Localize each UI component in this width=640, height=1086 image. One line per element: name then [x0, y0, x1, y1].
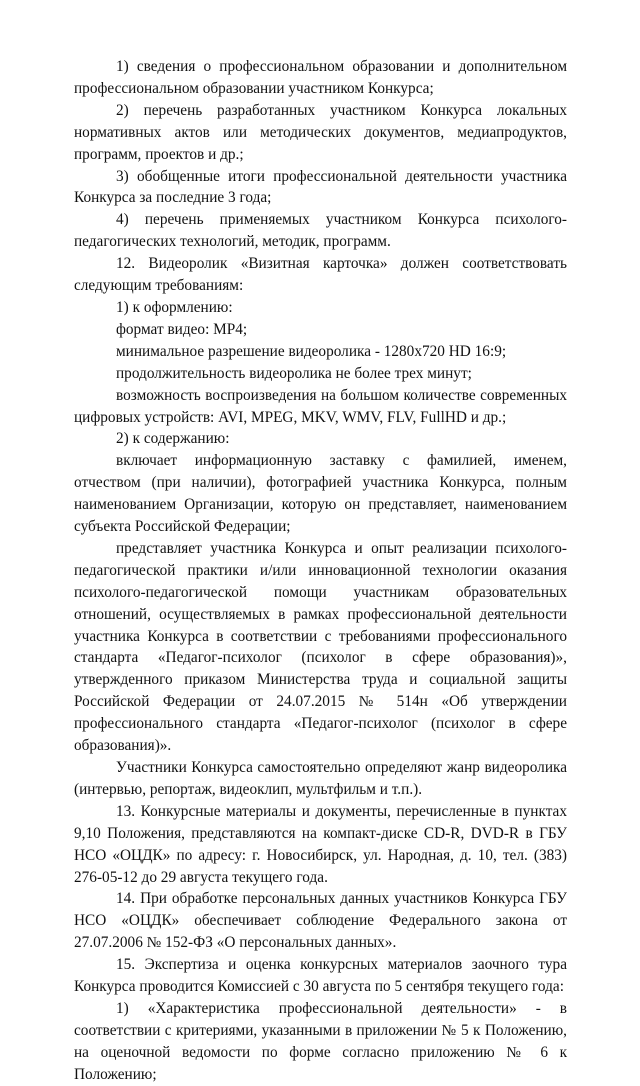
paragraph-education-info: 1) сведения о профессиональном образовании и дополнительном профессиональном образовании участником Конкурса; — [74, 58, 567, 97]
paragraph-characteristic-assessment: 1) «Характеристика профессиональной деятельности» - в соответствии с критериями, указанными в приложении № 5 к Положению, на оценочной ведомости по форме согласно приложению № 6 к Положению; — [74, 999, 567, 1083]
paragraph-video-resolution: минимальное разрешение видеоролика - 1280х720 HD 16:9; — [116, 342, 507, 360]
paragraph-video-duration: продолжительность видеоролика не более трех минут; — [116, 364, 472, 382]
paragraph-intro-screen: включает информационную заставку с фамилией, именем, отчеством (при наличии), фотографией участника Конкурса, полным наименованием Организации, которую он представляет, наименованием субъекта Российской Федерации; — [74, 452, 567, 536]
paragraph-activity-results: 3) обобщенные итоги профессиональной деятельности участника Конкурса за последние 3 года; — [74, 167, 567, 207]
paragraph-section-15-expertise: 15. Экспертиза и оценка конкурсных материалов заочного тура Конкурса проводится Комиссией с 30 августа по 5 сентября текущего года: — [74, 956, 567, 996]
paragraph-developed-documents: 2) перечень разработанных участником Конкурса локальных нормативных актов или методических документов, медиапродуктов, программ, проектов и др.; — [74, 101, 567, 163]
paragraph-technologies-list: 4) перечень применяемых участником Конкурса психолого-педагогических технологий, методик, программ. — [74, 211, 567, 251]
paragraph-section-14-personal-data: 14. При обработке персональных данных участников Конкурса ГБУ НСО «ОЦДК» обеспечивает соблюдение Федерального закона от 27.07.2006 № 152-ФЗ «О персональных данных». — [74, 890, 567, 952]
paragraph-format-requirements: 1) к оформлению: — [116, 298, 233, 316]
document-page — [74, 56, 567, 1086]
paragraph-video-genre: Участники Конкурса самостоятельно определяют жанр видеоролика (интервью, репортаж, видеоклип, мультфильм и т.п.). — [74, 759, 567, 798]
paragraph-video-format: формат видео: MP4; — [116, 320, 248, 338]
paragraph-section-12-video: 12. Видеоролик «Визитная карточка» должен соответствовать следующим требованиям: — [74, 255, 567, 295]
paragraph-section-13-submission: 13. Конкурсные материалы и документы, перечисленные в пунктах 9,10 Положения, представляются на компакт-диске CD-R, DVD-R в ГБУ НСО «ОЦДК» по адресу: г. Новосибирск, ул. Народная, д. 10, тел. (383) 276-05-12 до 29 августа текущего года. — [74, 802, 567, 886]
paragraph-content-requirements: 2) к содержанию: — [116, 430, 230, 448]
paragraph-participant-presentation: представляет участника Конкурса и опыт реализации психолого-педагогической практики и/или инновационной технологии оказания психолого-педагогической помощи участникам образовательных отношений, осуществляемых в рамках профессиональной деятельности участника Конкурса в соответствии с требованиями профессионального стандарта «Педагог-психолог (психолог в сфере образования)», утвержденного приказом Министерства труда и социальной защиты Российской Федерации от 24.07.2015 № 514н «Об утверждении профессионального стандарта «Педагог-психолог (психолог в сфере образования)». — [74, 539, 567, 755]
paragraph-playback-devices: возможность воспроизведения на большом количестве современных цифровых устройств: AVI, MPEG, MKV, WMV, FLV, FullHD и др.; — [74, 386, 567, 426]
